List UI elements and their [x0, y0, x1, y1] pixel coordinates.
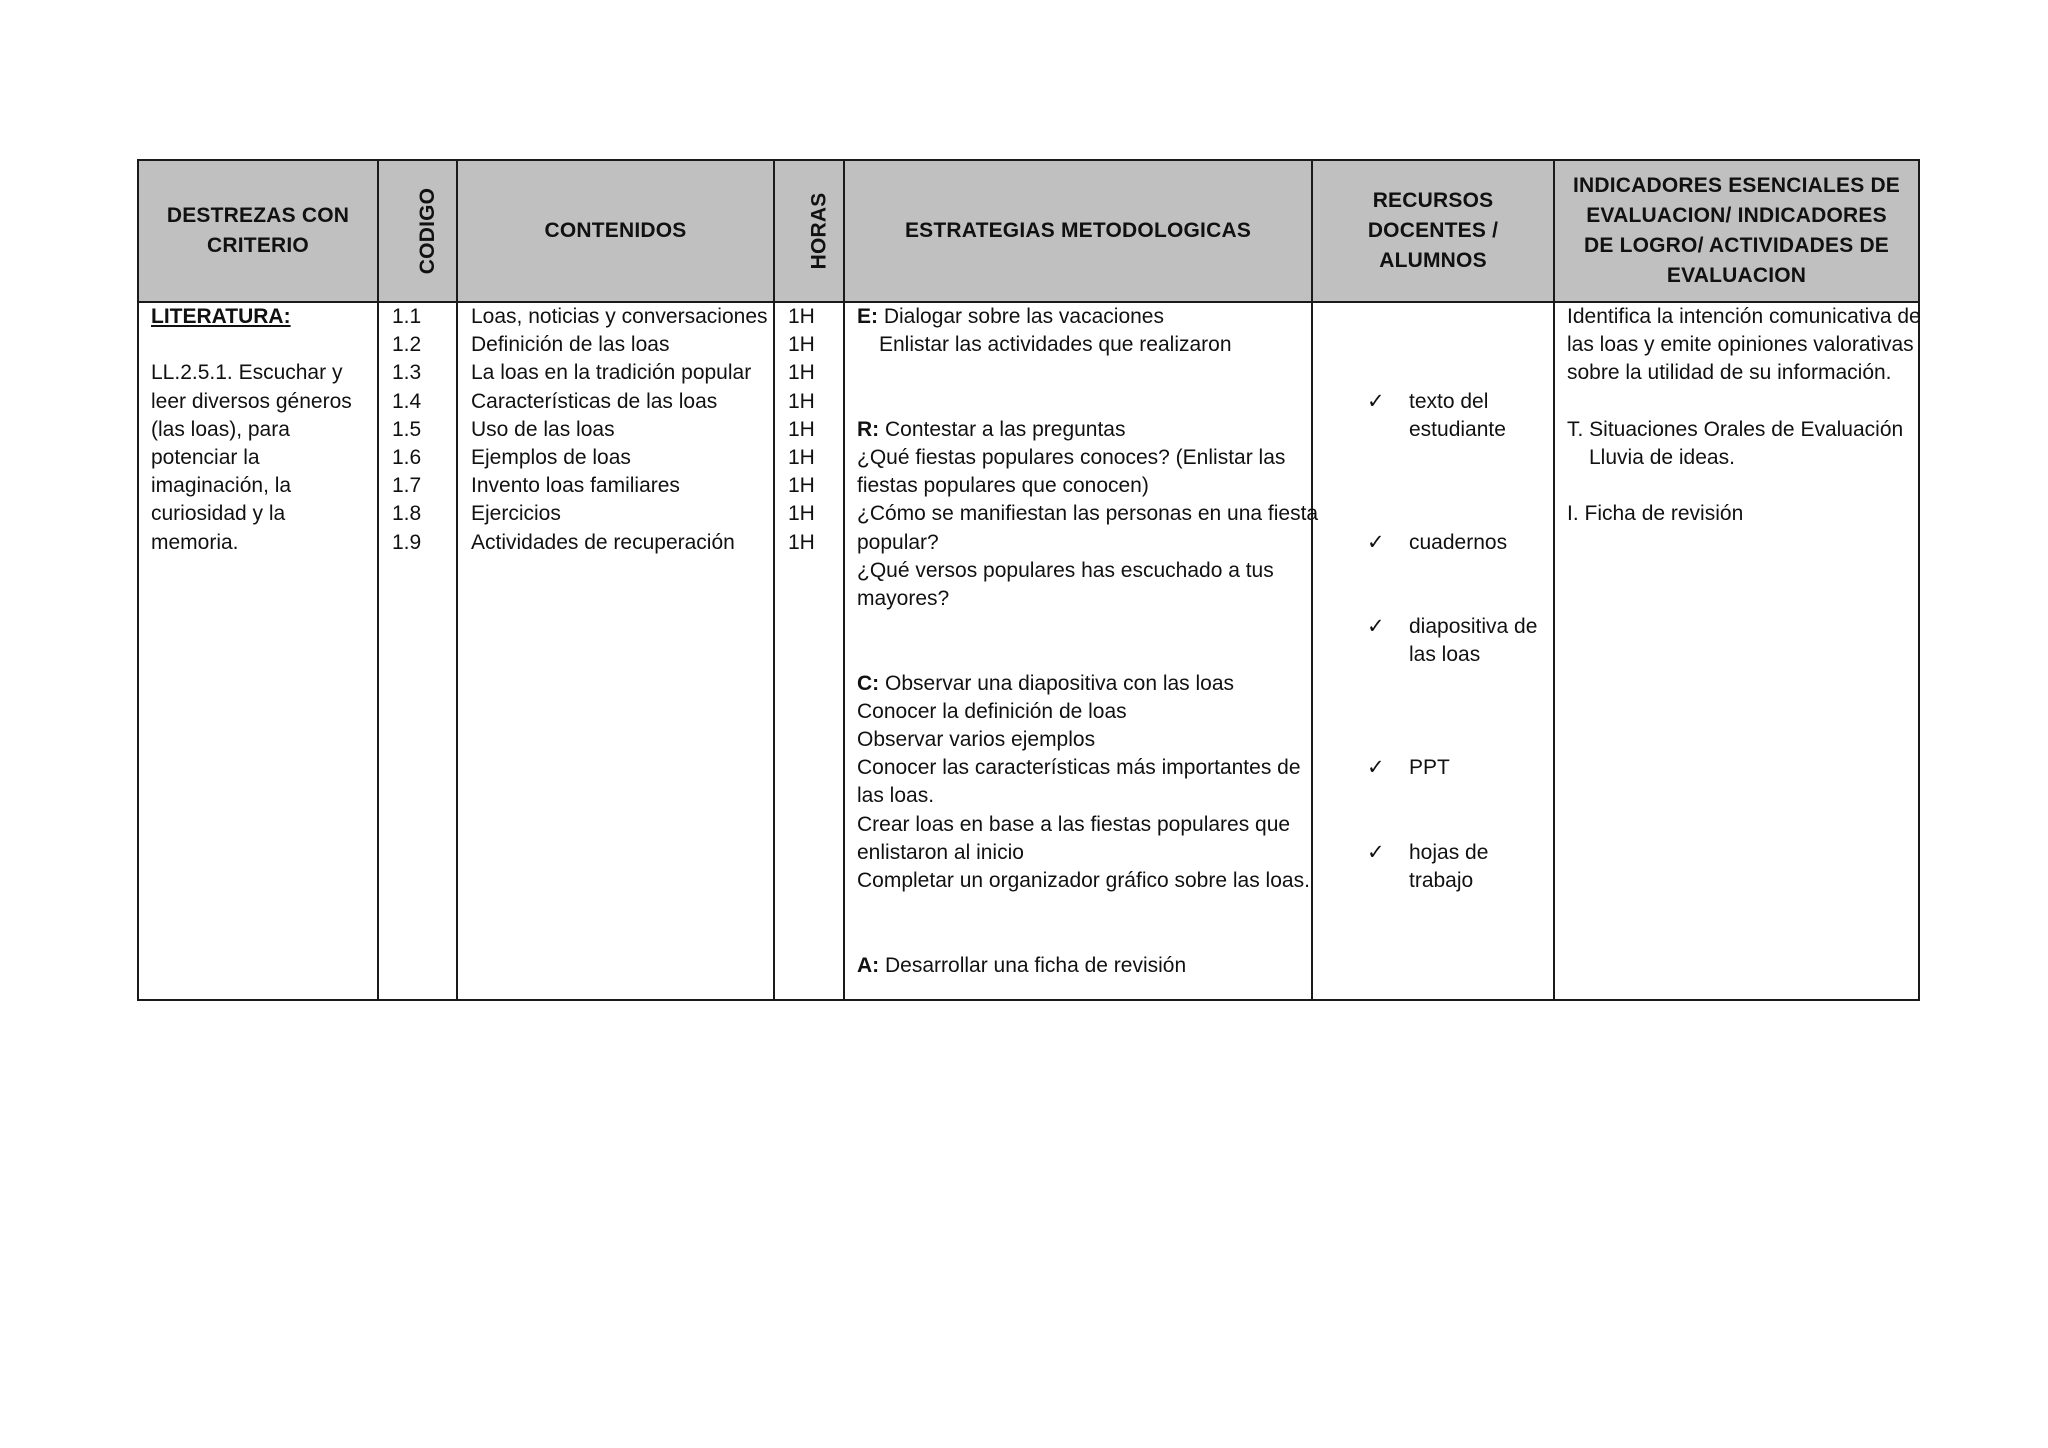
contenido-item: Ejemplos de loas	[471, 446, 631, 470]
header-estrategias: ESTRATEGIAS METODOLOGICAS	[844, 160, 1312, 302]
destrezas-title: LITERATURA:	[151, 305, 291, 328]
destrezas-line: (las loas), para	[151, 417, 290, 441]
codigo-item: 1.7	[392, 474, 422, 498]
estrategia-e	[857, 303, 1299, 331]
estrategia-label-a: A:	[857, 953, 880, 977]
contenido-item: Uso de las loas	[471, 417, 615, 441]
recurso-item	[1313, 839, 1553, 895]
estrategia-label-e: E:	[857, 305, 878, 328]
hora-item: 1H	[788, 446, 815, 470]
header-recursos: RECURSOS DOCENTES / ALUMNOS	[1312, 160, 1554, 302]
codigo-item: 1.8	[392, 502, 422, 526]
indicador-line: sobre la utilidad de su información.	[1567, 361, 1892, 385]
recurso-line: estudiante	[1409, 417, 1506, 441]
hora-item: 1H	[788, 417, 815, 441]
estrategia-label-c: C:	[857, 671, 880, 695]
estrategia-line: Observar varios ejemplos	[857, 728, 1096, 752]
recurso-line: cuadernos	[1409, 530, 1508, 554]
estrategia-line: ¿Cómo se manifiestan las personas en una fiesta	[857, 502, 1319, 526]
destrezas-line: leer diversos géneros	[151, 389, 352, 413]
cell-recursos	[1312, 302, 1554, 1000]
destrezas-line: curiosidad y la	[151, 502, 286, 526]
contenido-item: Características de las loas	[471, 389, 718, 413]
indicador-line: Lluvia de ideas.	[1589, 446, 1735, 469]
hora-item: 1H	[788, 361, 815, 385]
estrategia-text: Desarrollar una ficha de revisión	[885, 953, 1187, 977]
estrategia-label-r: R:	[857, 417, 880, 441]
planning-table	[137, 159, 1920, 1001]
estrategia-a	[857, 952, 1299, 980]
estrategia-line: Completar un organizador gráfico sobre las loas.	[857, 869, 1310, 893]
destrezas-line: imaginación, la	[151, 474, 292, 498]
estrategia-line: Conocer la definición de loas	[857, 699, 1127, 723]
indicador-line: I. Ficha de revisión	[1567, 502, 1744, 526]
check-icon: ✓	[1367, 615, 1385, 639]
contenido-item: Definición de las loas	[471, 333, 670, 357]
hora-item: 1H	[788, 502, 815, 526]
estrategia-r	[857, 416, 1299, 444]
codigo-item: 1.4	[392, 389, 422, 413]
header-contenidos: CONTENIDOS	[457, 160, 774, 302]
contenido-item: Actividades de recuperación	[471, 530, 735, 554]
recurso-line: diapositiva de	[1409, 615, 1538, 639]
estrategia-line: mayores?	[857, 587, 950, 611]
estrategia-line: ¿Qué versos populares has escuchado a tus	[857, 558, 1274, 582]
destrezas-line: potenciar la	[151, 446, 260, 469]
codigo-item: 1.9	[392, 530, 422, 554]
estrategia-line: fiestas populares que conocen)	[857, 474, 1149, 498]
cell-contenidos	[457, 302, 774, 1000]
recurso-line: trabajo	[1409, 868, 1474, 892]
recurso-line: PPT	[1409, 756, 1450, 780]
header-horas: HORAS	[774, 160, 844, 302]
recurso-line: las loas	[1409, 643, 1481, 667]
recurso-line: texto del	[1409, 389, 1489, 413]
cell-estrategias	[844, 302, 1319, 1000]
hora-item: 1H	[788, 333, 815, 357]
cell-codigos	[378, 302, 457, 1000]
estrategia-text: Observar una diapositiva con las loas	[885, 671, 1235, 695]
check-icon: ✓	[1367, 530, 1385, 554]
cell-destrezas	[138, 302, 378, 1000]
contenido-item: Loas, noticias y conversaciones	[471, 305, 768, 328]
hora-item: 1H	[788, 305, 815, 328]
check-icon: ✓	[1367, 756, 1385, 780]
estrategia-line: Conocer las características más importantes de	[857, 756, 1301, 780]
indicador-line: las loas y emite opiniones valorativas	[1567, 333, 1914, 357]
cell-indicadores	[1554, 302, 1919, 1000]
estrategia-line: popular?	[857, 530, 939, 554]
indicador-line: Identifica la intención comunicativa de	[1567, 305, 1921, 328]
estrategia-line: Crear loas en base a las fiestas populares que	[857, 812, 1291, 836]
check-icon: ✓	[1367, 840, 1385, 864]
estrategia-text: Dialogar sobre las vacaciones	[883, 305, 1164, 328]
contenido-item: Ejercicios	[471, 502, 561, 526]
codigo-item: 1.6	[392, 446, 422, 470]
recurso-item	[1313, 613, 1553, 669]
estrategia-line: ¿Qué fiestas populares conoces? (Enlistar las	[857, 446, 1286, 469]
header-destrezas: DESTREZAS CON CRITERIO	[138, 160, 378, 302]
hora-item: 1H	[788, 530, 815, 554]
codigo-item: 1.1	[392, 305, 422, 328]
hora-item: 1H	[788, 474, 815, 498]
content-row	[138, 302, 1919, 1000]
codigo-item: 1.2	[392, 333, 422, 357]
header-indicadores: INDICADORES ESENCIALES DE EVALUACION/ INDICADORES DE LOGRO/ ACTIVIDADES DE EVALUACION	[1554, 160, 1919, 302]
recurso-item	[1313, 754, 1553, 782]
hora-item: 1H	[788, 389, 815, 413]
codigo-item: 1.3	[392, 361, 422, 385]
contenido-item: La loas en la tradición popular	[471, 361, 752, 385]
codigo-item: 1.5	[392, 417, 422, 441]
recurso-line: hojas de	[1409, 840, 1489, 864]
destrezas-line: memoria.	[151, 530, 239, 554]
header-codigo: CODIGO	[378, 160, 457, 302]
check-icon: ✓	[1367, 389, 1385, 413]
contenido-item: Invento loas familiares	[471, 474, 680, 498]
estrategia-line: enlistaron al inicio	[857, 840, 1024, 864]
header-row	[138, 160, 1919, 302]
indicador-line: T. Situaciones Orales de Evaluación	[1567, 417, 1904, 441]
destrezas-line: LL.2.5.1. Escuchar y	[151, 361, 343, 385]
estrategia-line: Enlistar las actividades que realizaron	[879, 333, 1232, 357]
recurso-item	[1313, 388, 1553, 444]
estrategia-c	[857, 670, 1299, 698]
recurso-item	[1313, 529, 1553, 557]
estrategia-line: las loas.	[857, 784, 935, 808]
estrategia-text: Contestar a las preguntas	[885, 417, 1126, 441]
cell-horas	[774, 302, 844, 1000]
